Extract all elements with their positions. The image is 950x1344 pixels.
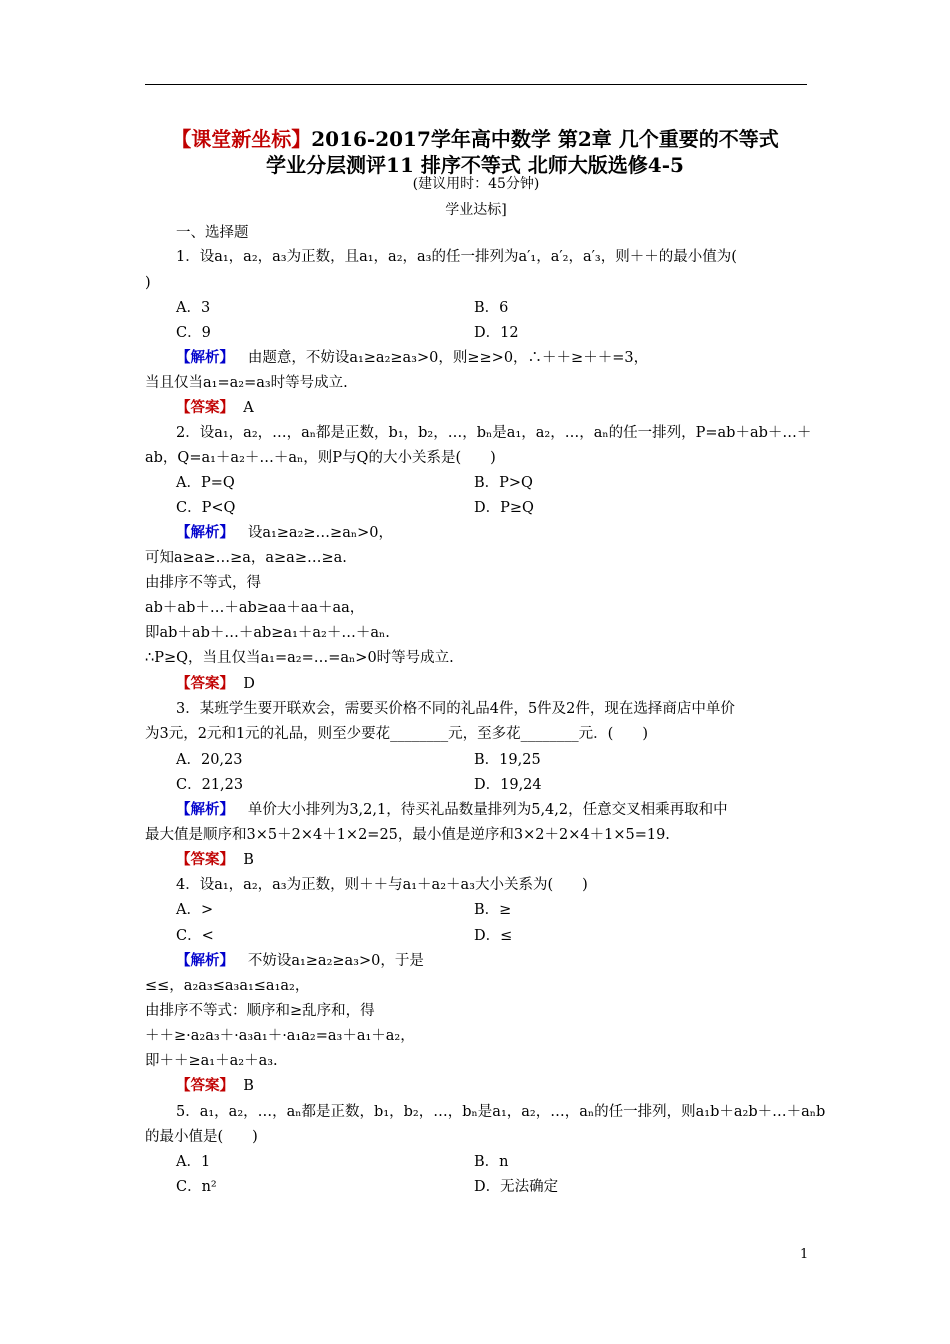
q4-analysis-line-2: ≤≤，a₂a₃≤a₃a₁≤a₁a₂， [145,978,310,994]
q4-option-a: A．> [176,902,214,918]
q4-analysis-line-1: 【解析】 不妨设a₁≥a₂≥a₃>0，于是 [176,952,424,969]
q3-analysis-tag: 【解析】 [176,801,234,818]
page-number: 1 [800,1247,809,1262]
q2-option-c: C．P<Q [176,500,236,516]
section-label: 学业达标] [445,202,507,218]
q4-analysis-line-4: ＋＋≥·a₂a₃＋·a₃a₁＋·a₁a₂=a₃＋a₁＋a₂， [145,1028,415,1044]
q4-answer-tag: 【答案】 [176,1077,234,1094]
q5-option-d: D．无法确定 [474,1179,559,1195]
q2-analysis-line-4: ab＋ab＋…＋ab≥aa＋aa＋aa， [145,600,365,616]
q2-option-b: B．P>Q [474,475,533,491]
q5-option-b: B．n [474,1154,509,1170]
q1-option-a: A．3 [176,300,211,316]
doc-title-line-1: 【课堂新坐标】2016-2017学年高中数学 第2章 几个重要的不等式 [171,127,779,151]
q2-analysis-line-2: 可知a≥a≥…≥a，a≥a≥…≥a. [145,550,347,566]
time-note: (建议用时：45分钟) [412,176,540,192]
q1-analysis-line-2: 当且仅当a₁=a₂=a₃时等号成立. [145,375,348,391]
section-type: 一、选择题 [176,225,249,241]
q5-option-c: C．n² [176,1179,217,1195]
q1-answer-tag: 【答案】 [176,399,234,416]
q3-analysis-line-1: 【解析】 单价大小排列为3,2,1，待买礼品数量排列为5,4,2，任意交叉相乘再取和中 [176,801,728,818]
q3-answer: 【答案】 B [176,851,254,868]
q2-option-a: A．P=Q [176,475,235,491]
q2-analysis-line-6: ∴P≥Q，当且仅当a₁=a₂=…=aₙ>0时等号成立. [145,650,454,666]
q3-stem-a: 3．某班学生要开联欢会，需要买价格不同的礼品4件，5件及2件，现在选择商店中单价 [176,701,735,717]
q1-option-d: D．12 [474,325,519,341]
q4-stem: 4．设a₁，a₂，a₃为正数，则＋＋与a₁＋a₂＋a₃大小关系为( ) [176,877,588,893]
q5-stem-b: 的最小值是( ) [145,1129,258,1145]
q2-analysis-line-5: 即ab＋ab＋…＋ab≥a₁＋a₂＋…＋aₙ. [145,625,390,641]
q2-analysis-line-1: 【解析】 设a₁≥a₂≥…≥aₙ>0， [176,524,393,541]
q4-option-d: D．≤ [474,928,513,944]
q4-option-c: C．< [176,928,214,944]
q2-answer-tag: 【答案】 [176,675,234,692]
q5-stem-a: 5．a₁，a₂，…，aₙ都是正数，b₁，b₂，…，bₙ是a₁，a₂，…，aₙ的任一排列，则a₁b＋a₂b＋…＋aₙb [176,1104,826,1120]
q2-option-d: D．P≥Q [474,500,534,516]
q1-stem-b: ) [145,275,151,291]
q3-option-b: B．19,25 [474,752,541,768]
q1-option-c: C．9 [176,325,211,341]
header-rule [145,84,807,85]
q1-stem-a: 1．设a₁，a₂，a₃为正数，且a₁，a₂，a₃的任一排列为a′₁，a′₂，a′₃，则＋＋的最小值为( [176,249,737,265]
q3-stem-b: 为3元，2元和1元的礼品，则至少要花________元，至多花________元．( ) [145,726,648,742]
q1-analysis-tag: 【解析】 [176,349,234,366]
q4-option-b: B．≥ [474,902,512,918]
q3-analysis-line-2: 最大值是顺序和3×5＋2×4＋1×2=25，最小值是逆序和3×2＋2×4＋1×5=19. [145,827,670,843]
q3-option-d: D．19,24 [474,777,542,793]
q1-analysis-line-1: 【解析】 由题意，不妨设a₁≥a₂≥a₃>0，则≥≥>0，∴＋＋≥＋＋=3， [176,349,649,366]
doc-title-line-2: 学业分层测评11 排序不等式 北师大版选修4-5 [266,153,684,177]
q3-answer-tag: 【答案】 [176,851,234,868]
q2-stem-b: ab，Q=a₁＋a₂＋…＋aₙ，则P与Q的大小关系是( ) [145,450,496,466]
q4-analysis-line-5: 即＋＋≥a₁＋a₂＋a₃. [145,1053,278,1069]
q4-analysis-line-3: 由排序不等式：顺序和≥乱序和，得 [145,1003,375,1019]
q2-answer: 【答案】 D [176,675,255,692]
q3-option-c: C．21,23 [176,777,244,793]
q4-analysis-tag: 【解析】 [176,952,234,969]
q2-analysis-line-3: 由排序不等式，得 [145,575,261,591]
q1-option-b: B．6 [474,300,509,316]
q3-option-a: A．20,23 [176,752,243,768]
q4-answer: 【答案】 B [176,1077,254,1094]
q1-answer: 【答案】 A [176,399,254,416]
q2-stem-a: 2．设a₁，a₂，…，aₙ都是正数，b₁，b₂，…，bₙ是a₁，a₂，…，aₙ的任一排列，P=ab＋ab＋…＋ [176,425,812,441]
q5-option-a: A．1 [176,1154,211,1170]
q2-analysis-tag: 【解析】 [176,524,234,541]
